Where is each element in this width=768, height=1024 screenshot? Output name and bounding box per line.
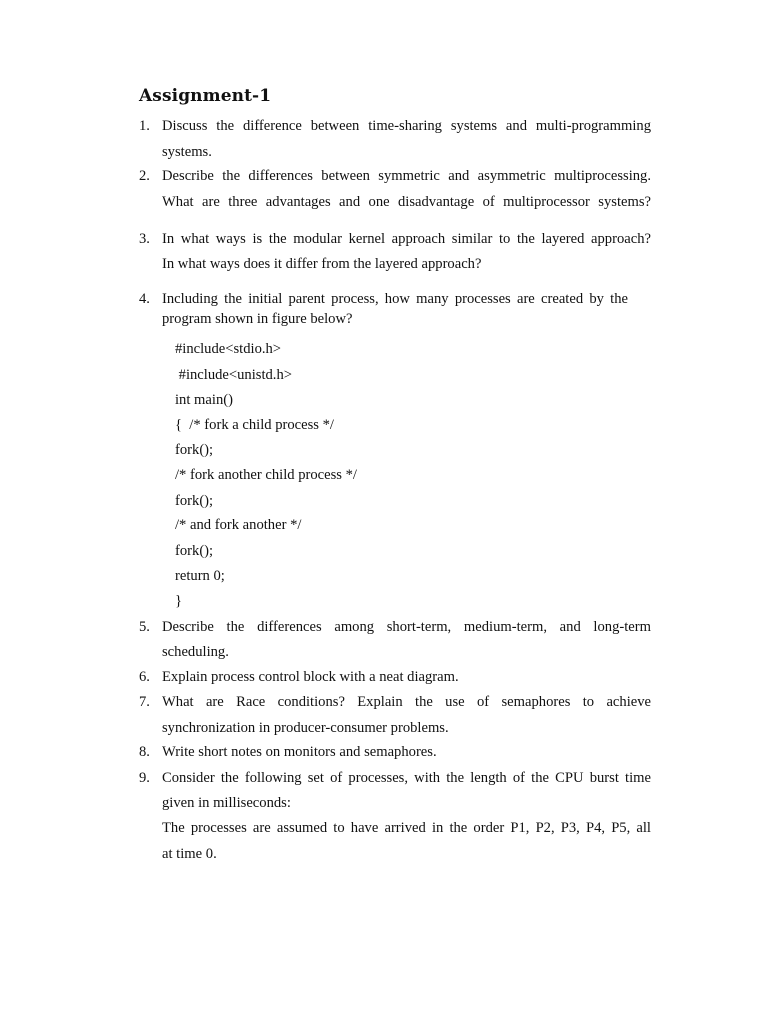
code-line: fork(); xyxy=(175,442,214,458)
code-line: #include<stdio.h> xyxy=(175,341,282,357)
code-line: return 0; xyxy=(175,568,225,584)
code-line: { /* fork a child process */ xyxy=(175,417,334,433)
question-text-line: program shown in figure below? xyxy=(162,311,353,327)
code-line: #include<unistd.h> xyxy=(175,367,292,383)
question-text-line: Discuss the difference between time-sharing systems and multi-programming xyxy=(162,118,651,134)
question-text-line: Explain process control block with a neat diagram. xyxy=(162,669,459,685)
question-text-line: What are three advantages and one disadvantage of multiprocessor systems? xyxy=(162,194,651,210)
question-number: 1. xyxy=(139,118,150,134)
question-text-line: Describe the differences among short-term, medium-term, and long-term xyxy=(162,619,651,635)
code-line: fork(); xyxy=(175,543,214,559)
question-text-line: In what ways is the modular kernel approach similar to the layered approach? xyxy=(162,231,651,247)
code-line: int main() xyxy=(175,392,233,408)
question-text-line: at time 0. xyxy=(162,846,217,862)
question-number: 3. xyxy=(139,231,150,247)
question-number: 9. xyxy=(139,770,150,786)
question-text-line: Describe the differences between symmetric and asymmetric multiprocessing. xyxy=(162,168,651,184)
question-text-line: systems. xyxy=(162,144,212,160)
code-line: /* fork another child process */ xyxy=(175,467,357,483)
page-title: Assignment-1 xyxy=(139,86,272,106)
question-number: 2. xyxy=(139,168,150,184)
question-text-line: In what ways does it differ from the layered approach? xyxy=(162,256,482,272)
question-number: 6. xyxy=(139,669,150,685)
question-number: 4. xyxy=(139,291,150,307)
code-line: /* and fork another */ xyxy=(175,517,302,533)
question-number: 8. xyxy=(139,744,150,760)
code-line: } xyxy=(175,593,183,609)
question-text-line: given in milliseconds: xyxy=(162,795,291,811)
question-text-line: The processes are assumed to have arrived in the order P1, P2, P3, P4, P5, all xyxy=(162,820,651,836)
question-text-line: What are Race conditions? Explain the use of semaphores to achieve xyxy=(162,694,651,710)
question-text-line: synchronization in producer-consumer problems. xyxy=(162,720,449,736)
question-number: 7. xyxy=(139,694,150,710)
code-line: fork(); xyxy=(175,493,214,509)
question-text-line: scheduling. xyxy=(162,644,229,660)
question-text-line: Write short notes on monitors and semaphores. xyxy=(162,744,437,760)
question-text-line: Including the initial parent process, how many processes are created by the xyxy=(162,291,628,307)
question-number: 5. xyxy=(139,619,150,635)
question-text-line: Consider the following set of processes, with the length of the CPU burst time xyxy=(162,770,651,786)
